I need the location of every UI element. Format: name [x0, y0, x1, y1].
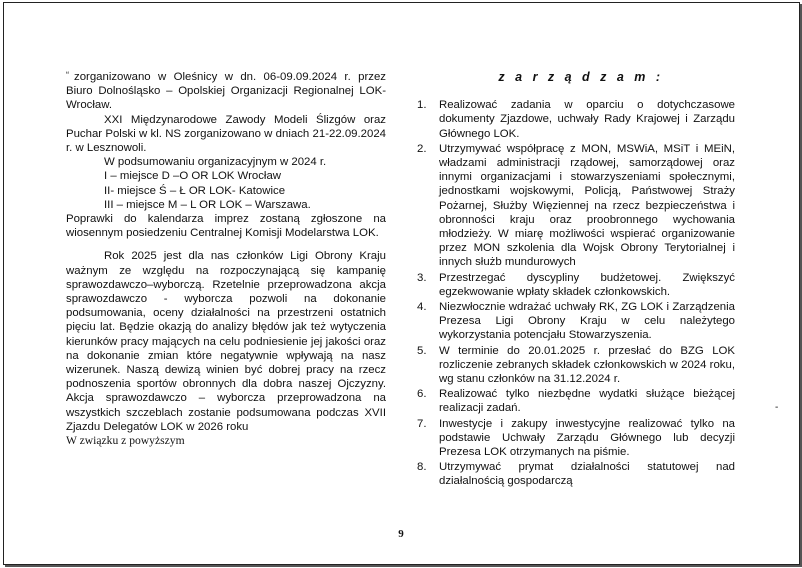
paragraph-7: Poprawki do kalendarza imprez zostaną zgłoszone na wiosennym posiedzeniu Centralnej Komisji Modelarstwa LOK.: [66, 213, 386, 240]
list-item: [417, 98, 735, 141]
right-column: [417, 70, 735, 490]
closing-line: W związku z powyższym: [66, 434, 185, 448]
order-list: [417, 98, 735, 488]
list-text: Utrzymywać współpracę z MON, MSWiA, MSiT i MEiN, władzami administracji rządowej, samorządowej oraz innymi organizacjami i stowarzyszeniami społecznymi, jednostkami wojskowymi, Policją, Państwowej Straży Pożarnej, Służby Więziennej na rzecz bezpieczeństwa i obronności kraju oraz proobronnego wychowania młodzieży. W miarę możliwości wspierać organizowanie przez MON szkolenia dla Wojsk Obrony Terytorialnej i innych służb mundurowych: [439, 142, 735, 269]
paragraph-2: XXI Międzynarodowe Zawody Modeli Ślizgów oraz Puchar Polski w kl. NS zorganizowano w dniach 21-22.09.2024 r. w Lesznowoli.: [66, 113, 386, 155]
paragraph-8: Rok 2025 jest dla nas członków Ligi Obrony Kraju ważnym ze względu na rozpoczynającą się kampanię sprawozdawczo–wyborczą. Rzetelnie przeprowadzona akcja sprawozdawczo - wyborcza pozwoli na dokonanie podsumowania, oceny działalności na przestrzeni ostatnich pięciu lat. Będzie okazją do analizy błędów jak też wytyczenia kierunków pracy mających na celu podniesienie jej jakości oraz na dokonanie zmian które negatywnie wpływają na nasz wizerunek. Naszą dewizą winien być dobrej pracy na rzecz podnoszenia sportów obronnych dla dobra naszej Ojczyzny. Akcja sprawozdawczo – wyborcza przeprowadzona na wszystkich szczeblach zostanie podsumowana podczas XVII Zjazdu Delegatów LOK w 2026 roku: [66, 250, 386, 433]
list-item: [417, 417, 735, 460]
margin-mark: -: [775, 402, 779, 413]
list-number: 5.: [417, 344, 427, 357]
list-text: W terminie do 20.01.2025 r. przesłać do BZG LOK rozliczenie zebranych składek członkowskich w 2024 roku, wg stanu członków na 31.12.2024 r.: [439, 344, 735, 386]
list-text: Utrzymywać prymat działalności statutowej nad działalnością gospodarczą: [439, 461, 735, 488]
list-item: [417, 271, 735, 299]
list-text: Inwestycje i zakupy inwestycyjne realizować tylko na podstawie Uchwały Zarządu Głównego lub decyzji Prezesa LOK otrzymanych na piśmie.: [439, 417, 735, 459]
list-item: [417, 142, 735, 270]
quote-mark: “: [66, 70, 69, 80]
list-number: 3.: [417, 271, 427, 284]
list-number: 7.: [417, 417, 427, 430]
list-number: 4.: [417, 301, 427, 314]
list-number: 6.: [417, 388, 427, 401]
list-item: [417, 387, 735, 415]
list-text: Przestrzegać dyscypliny budżetowej. Zwiększyć egzekwowanie wpłaty składek członkowskich.: [439, 271, 735, 298]
list-item: [417, 344, 735, 387]
list-item: [417, 460, 735, 488]
list-number: 8.: [417, 461, 427, 474]
heading: z a r z ą d z a m :: [498, 70, 664, 84]
list-text: Realizować tylko niezbędne wydatki służące bieżącej realizacji zadań.: [439, 388, 735, 415]
list-text: Realizować zadania w oparciu o dotychczasowe dokumenty Zjazdowe, uchwały Rady Krajowej i Zarządu Głównego LOK.: [439, 99, 735, 140]
list-number: 1.: [417, 99, 427, 112]
paragraph-6: III – miejsce M – L OR LOK – Warszawa.: [104, 198, 311, 211]
list-item: [417, 300, 735, 343]
page-number: 9: [398, 528, 404, 540]
paragraph-1: zorganizowano w Oleśnicy w dn. 06-09.09.2024 r. przez Biuro Dolnośląsko – Opolskiej Organizacji Regionalnej LOK-Wrocław.: [66, 71, 386, 112]
paragraph-3: W podsumowaniu organizacyjnym w 2024 r.: [104, 156, 327, 169]
paragraph-4: I – miejsce D –O OR LOK Wrocław: [104, 170, 282, 183]
list-text: Niezwłocznie wdrażać uchwały RK, ZG LOK i Zarządzenia Prezesa Ligi Obrony Kraju w celu należytego wykorzystania potencjału Stowarzyszenia.: [439, 301, 735, 342]
left-column: [66, 70, 386, 448]
list-number: 2.: [417, 142, 427, 155]
paragraph-5: II- miejsce Ś – Ł OR LOK- Katowice: [104, 184, 286, 197]
